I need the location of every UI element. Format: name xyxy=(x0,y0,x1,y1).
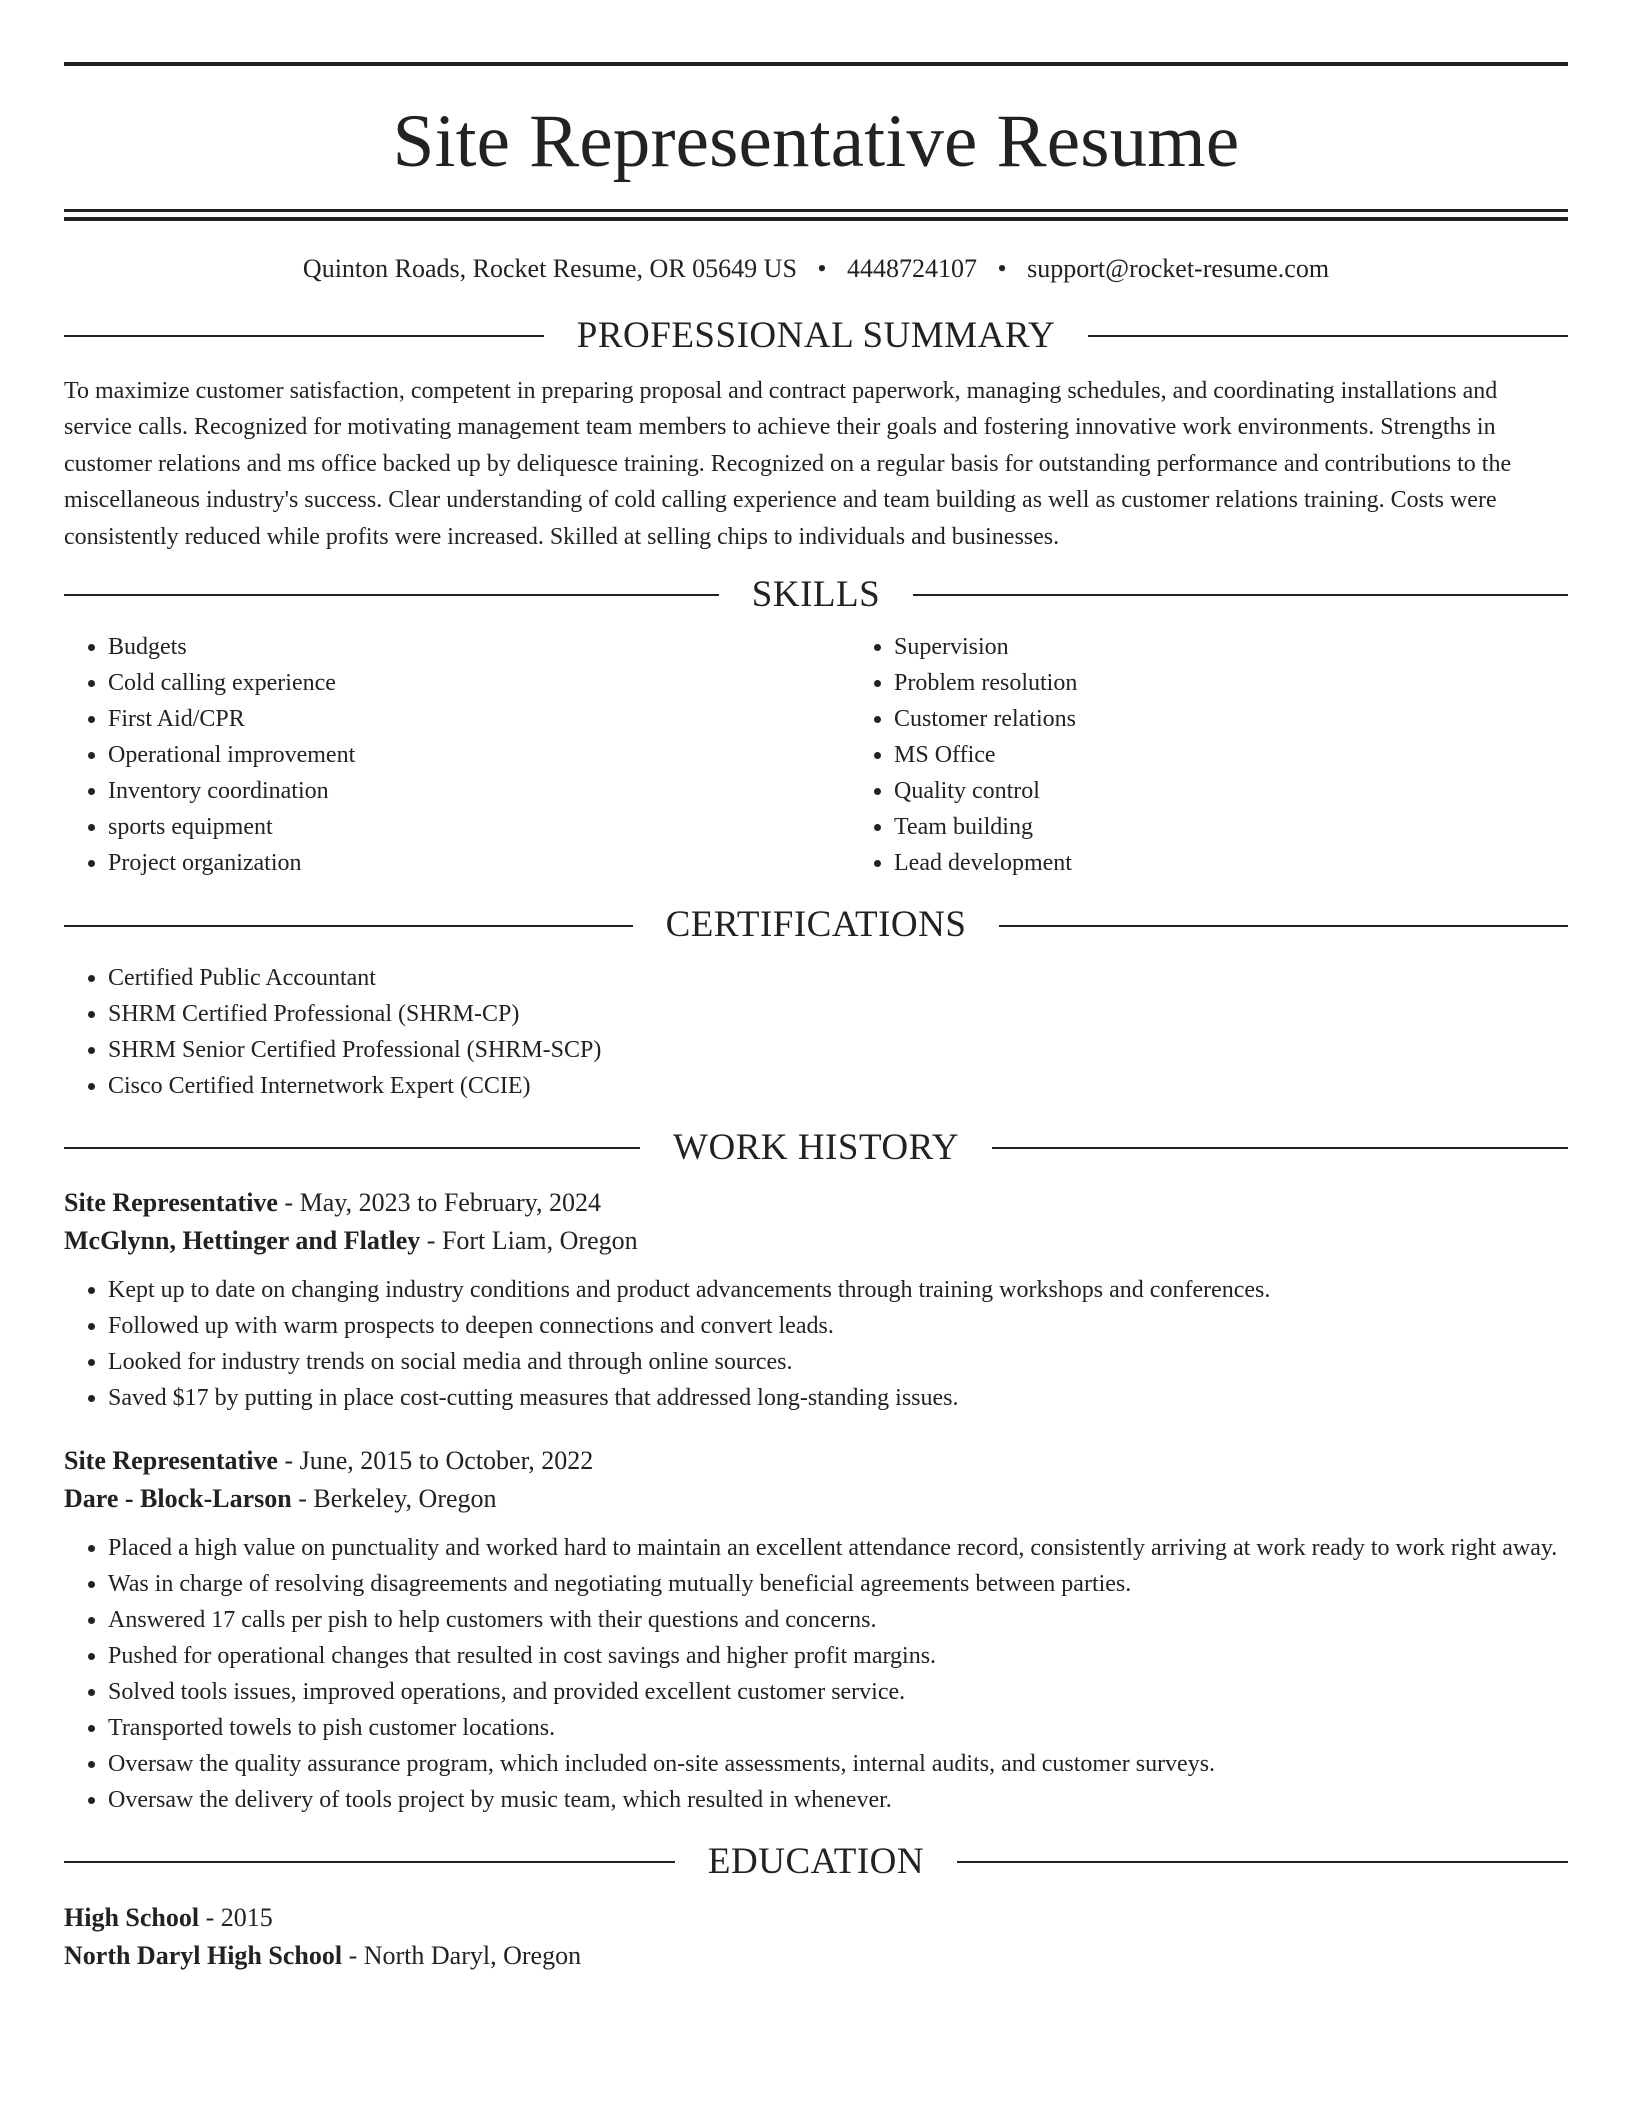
title-double-rule xyxy=(64,209,1568,221)
heading-rule-left xyxy=(64,1147,640,1149)
heading-rule-right xyxy=(957,1861,1568,1863)
section-heading-education xyxy=(64,1840,1568,1884)
contact-separator: • xyxy=(817,254,827,283)
certifications-list xyxy=(64,960,1568,1104)
job-title: Site Representative xyxy=(64,1188,278,1218)
skills-columns xyxy=(64,629,1568,881)
contact-address: Quinton Roads, Rocket Resume, OR 05649 US xyxy=(302,254,797,283)
contact-email: support@rocket-resume.com xyxy=(1027,254,1330,283)
list-item: • Solved tools issues, improved operations, and provided excellent customer service. xyxy=(108,1674,1568,1710)
education-school: North Daryl High School xyxy=(64,1940,343,1970)
top-rule xyxy=(64,62,1568,66)
job-company-line xyxy=(64,1222,1568,1260)
job-company-line xyxy=(64,1480,1568,1518)
list-item: • Budgets xyxy=(108,629,850,665)
page-title: Site Representative Resume xyxy=(392,100,1240,183)
heading-rule-left xyxy=(64,925,633,927)
contact-separator: • xyxy=(997,254,1007,283)
list-item: • Operational improvement xyxy=(108,737,850,773)
heading-rule-left xyxy=(64,594,719,596)
list-item: • Oversaw the quality assurance program, which included on-site assessments, internal audits, and customer surveys. xyxy=(108,1746,1568,1782)
section-heading-work-history xyxy=(64,1126,1568,1170)
job-entry xyxy=(64,1184,1568,1416)
job-location: - Berkeley, Oregon xyxy=(291,1484,497,1514)
list-item: • Followed up with warm prospects to deepen connections and convert leads. xyxy=(108,1308,1568,1344)
list-item: • Customer relations xyxy=(894,701,1077,737)
job-title-line xyxy=(64,1442,1568,1480)
list-item: • SHRM Certified Professional (SHRM-CP) xyxy=(108,996,1568,1032)
skills-list-left xyxy=(64,629,850,881)
summary-text: To maximize customer satisfaction, competent in preparing proposal and contract paperwork, managing schedules, and coordinating installations and service calls. Recognized for motivating management team members to achieve their goals and fostering innovative work environments. Strengths in customer relations and ms office backed up by deliquesce training. Recognized on a regular basis for outstanding performance and contributions to the miscellaneous industry's success. Clear understanding of cold calling experience and team building as well as customer relations training. Costs were consistently reduced while profits were increased. Skilled at selling chips to individuals and businesses. xyxy=(64,377,1512,550)
heading-rule-right xyxy=(999,925,1568,927)
heading-rule-right xyxy=(1088,335,1568,337)
contact-phone: 4448724107 xyxy=(847,254,978,283)
job-dates: - June, 2015 to October, 2022 xyxy=(277,1446,594,1476)
list-item: • Answered 17 calls per pish to help customers with their questions and concerns. xyxy=(108,1602,1568,1638)
list-item: • Project organization xyxy=(108,845,850,881)
education-degree: High School xyxy=(64,1902,200,1932)
job-company: Dare - Block-Larson xyxy=(64,1484,292,1514)
section-title: CERTIFICATIONS xyxy=(665,904,967,946)
job-entry xyxy=(64,1442,1568,1818)
list-item: • Saved $17 by putting in place cost-cutting measures that addressed long-standing issues. xyxy=(108,1380,1568,1416)
list-item: • First Aid/CPR xyxy=(108,701,850,737)
list-item: • MS Office xyxy=(894,737,1077,773)
list-item: • Transported towels to pish customer locations. xyxy=(108,1710,1568,1746)
list-item: • Kept up to date on changing industry conditions and product advancements through training workshops and conferences. xyxy=(108,1272,1568,1308)
contact-line xyxy=(64,253,1568,284)
job-location: - Fort Liam, Oregon xyxy=(420,1226,638,1256)
list-item: • SHRM Senior Certified Professional (SHRM-SCP) xyxy=(108,1032,1568,1068)
heading-rule-left xyxy=(64,335,544,337)
section-heading-summary xyxy=(64,314,1568,358)
list-item: • Pushed for operational changes that resulted in cost savings and higher profit margins. xyxy=(108,1638,1568,1674)
list-item: • Oversaw the delivery of tools project by music team, which resulted in whenever. xyxy=(108,1782,1568,1818)
list-item: • Lead development xyxy=(894,845,1077,881)
list-item: • sports equipment xyxy=(108,809,850,845)
job-title-line xyxy=(64,1184,1568,1222)
section-title: PROFESSIONAL SUMMARY xyxy=(576,315,1056,357)
job-bullets xyxy=(64,1530,1568,1818)
education-location: - North Daryl, Oregon xyxy=(342,1940,582,1970)
list-item: • Inventory coordination xyxy=(108,773,850,809)
list-item: • Placed a high value on punctuality and worked hard to maintain an excellent attendance record, consistently arriving at work ready to work right away. xyxy=(108,1530,1568,1566)
skills-list-right xyxy=(850,629,1077,881)
list-item: • Cisco Certified Internetwork Expert (CCIE) xyxy=(108,1068,1568,1104)
section-heading-skills xyxy=(64,573,1568,617)
section-title: WORK HISTORY xyxy=(673,1126,959,1168)
heading-rule-right xyxy=(992,1147,1568,1149)
job-company: McGlynn, Hettinger and Flatley xyxy=(64,1226,421,1256)
heading-rule-left xyxy=(64,1861,675,1863)
list-item: • Was in charge of resolving disagreements and negotiating mutually beneficial agreements between parties. xyxy=(108,1566,1568,1602)
list-item: • Team building xyxy=(894,809,1077,845)
job-dates: - May, 2023 to February, 2024 xyxy=(277,1188,601,1218)
job-bullets xyxy=(64,1272,1568,1416)
list-item: • Quality control xyxy=(894,773,1077,809)
list-item: • Cold calling experience xyxy=(108,665,850,701)
list-item: • Problem resolution xyxy=(894,665,1077,701)
list-item: • Looked for industry trends on social media and through online sources. xyxy=(108,1344,1568,1380)
heading-rule-right xyxy=(913,594,1568,596)
section-title: SKILLS xyxy=(751,574,881,616)
section-title: EDUCATION xyxy=(707,1841,925,1883)
education-school-line xyxy=(64,1937,1568,1975)
job-title: Site Representative xyxy=(64,1446,278,1476)
section-heading-certifications xyxy=(64,903,1568,947)
education-year: - 2015 xyxy=(199,1902,273,1932)
list-item: • Supervision xyxy=(894,629,1077,665)
list-item: • Certified Public Accountant xyxy=(108,960,1568,996)
education-degree-line xyxy=(64,1899,1568,1937)
